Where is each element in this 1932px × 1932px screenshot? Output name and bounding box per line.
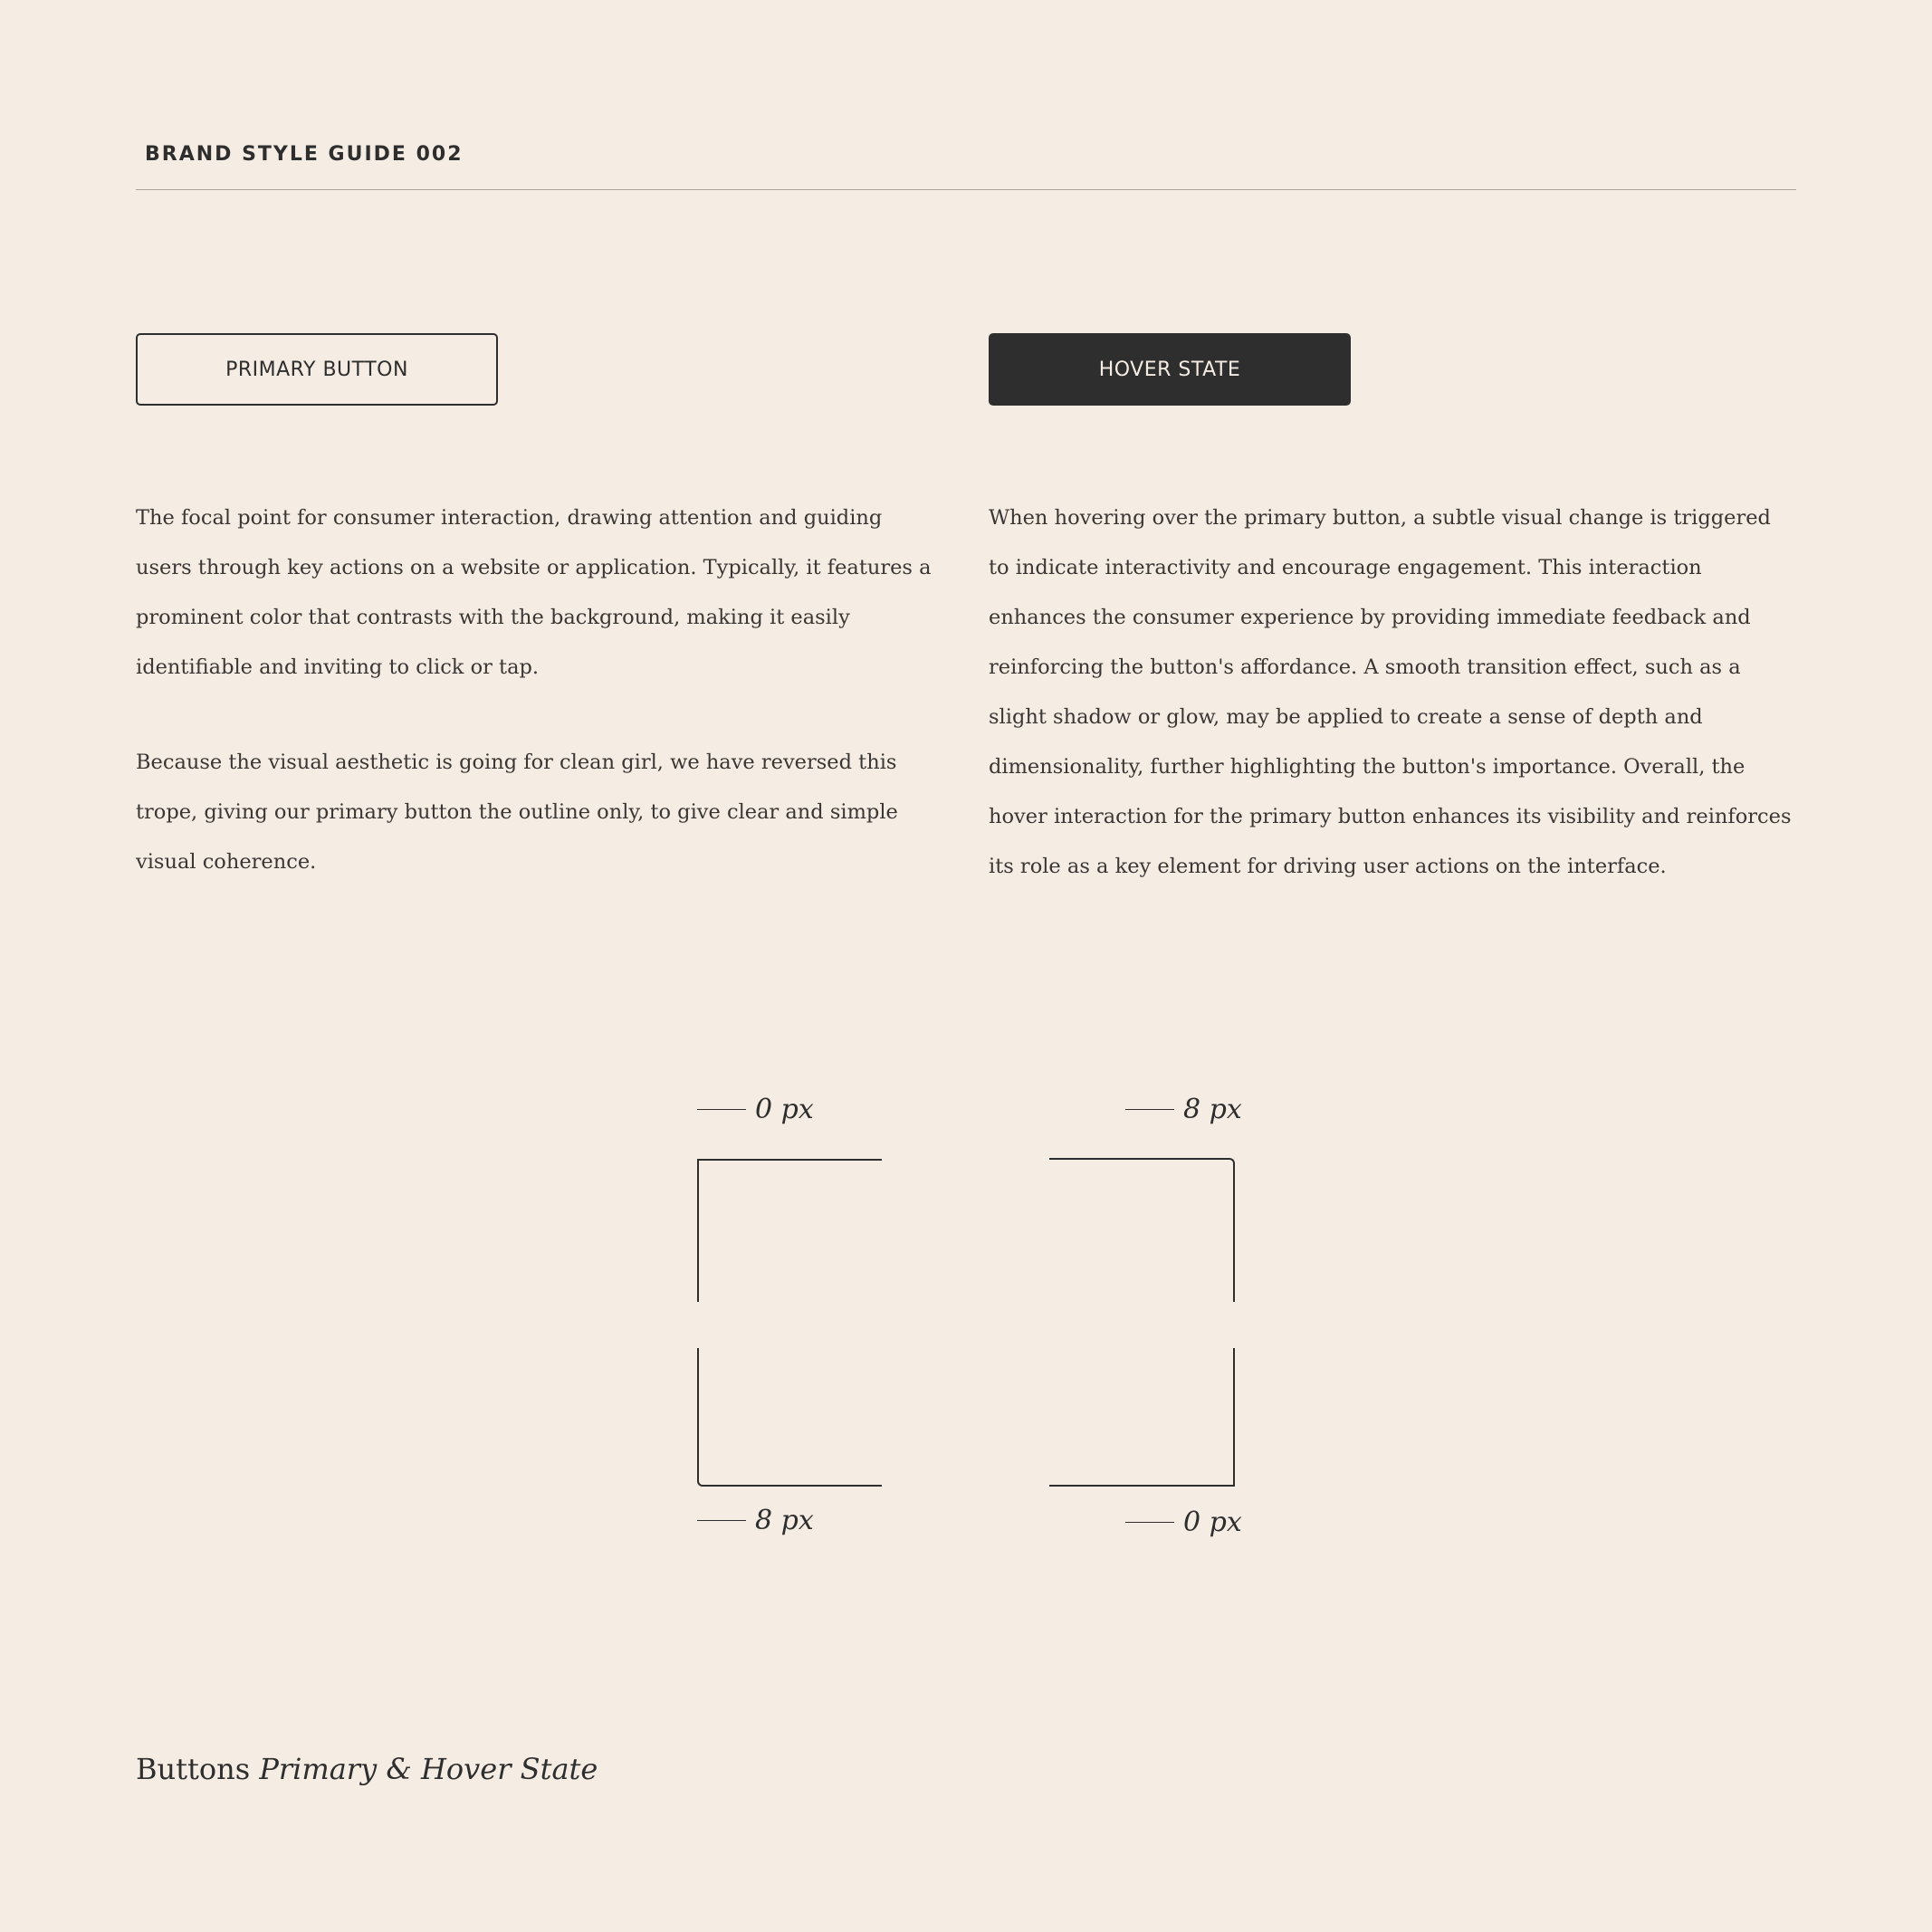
hover-state-button[interactable]: HOVER STATE — [989, 333, 1351, 406]
radius-value: 0 px — [1183, 1506, 1242, 1538]
radius-value: 8 px — [1183, 1094, 1242, 1125]
leader-line — [697, 1109, 746, 1110]
page-footer-title — [136, 1752, 598, 1786]
radius-label-bottom-right — [1125, 1506, 1242, 1538]
corner-top-right — [1049, 1158, 1235, 1302]
primary-button[interactable]: PRIMARY BUTTON — [136, 333, 498, 406]
primary-description-paragraph: Because the visual aesthetic is going for clean girl, we have reversed this trope, giving our primary button the outline only, to give clear and simple visual coherence. — [136, 751, 898, 874]
radius-value: 8 px — [755, 1505, 814, 1536]
hover-description-paragraph: When hovering over the primary button, a subtle visual change is triggered to indicate interactivity and encourage engagement. This interaction enhances the consumer experience by providing immediate feedback and reinforcing the button's affordance. A smooth transition effect, such as a slight shadow or glow, may be applied to create a sense of depth and dimensionality, further highlighting the button's importance. Overall, the hover interaction for the primary button enhances its visibility and reinforces its role as a key element for driving user actions on the interface. — [989, 506, 1792, 878]
header-divider — [136, 189, 1796, 190]
radius-value: 0 px — [755, 1094, 814, 1125]
primary-button-description — [136, 493, 933, 887]
page-header-title: BRAND STYLE GUIDE 002 — [145, 143, 464, 166]
corner-bottom-left — [697, 1348, 882, 1487]
primary-description-paragraph: The focal point for consumer interaction, drawing attention and guiding users through key actions on a website or application. Typically, it features a prominent color that contrasts with the background, making it easily identifiable and inviting to click or tap. — [136, 506, 932, 679]
leader-line — [1125, 1109, 1174, 1110]
hover-state-description — [989, 493, 1796, 892]
radius-label-top-left — [697, 1094, 814, 1125]
radius-label-top-right — [1125, 1094, 1242, 1125]
leader-line — [1125, 1522, 1174, 1523]
corner-top-left — [697, 1159, 882, 1302]
footer-title-regular: Buttons — [136, 1752, 251, 1786]
leader-line — [697, 1520, 746, 1521]
footer-title-italic: Primary & Hover State — [259, 1752, 598, 1786]
corner-bottom-right — [1049, 1348, 1235, 1487]
radius-label-bottom-left — [697, 1505, 814, 1536]
